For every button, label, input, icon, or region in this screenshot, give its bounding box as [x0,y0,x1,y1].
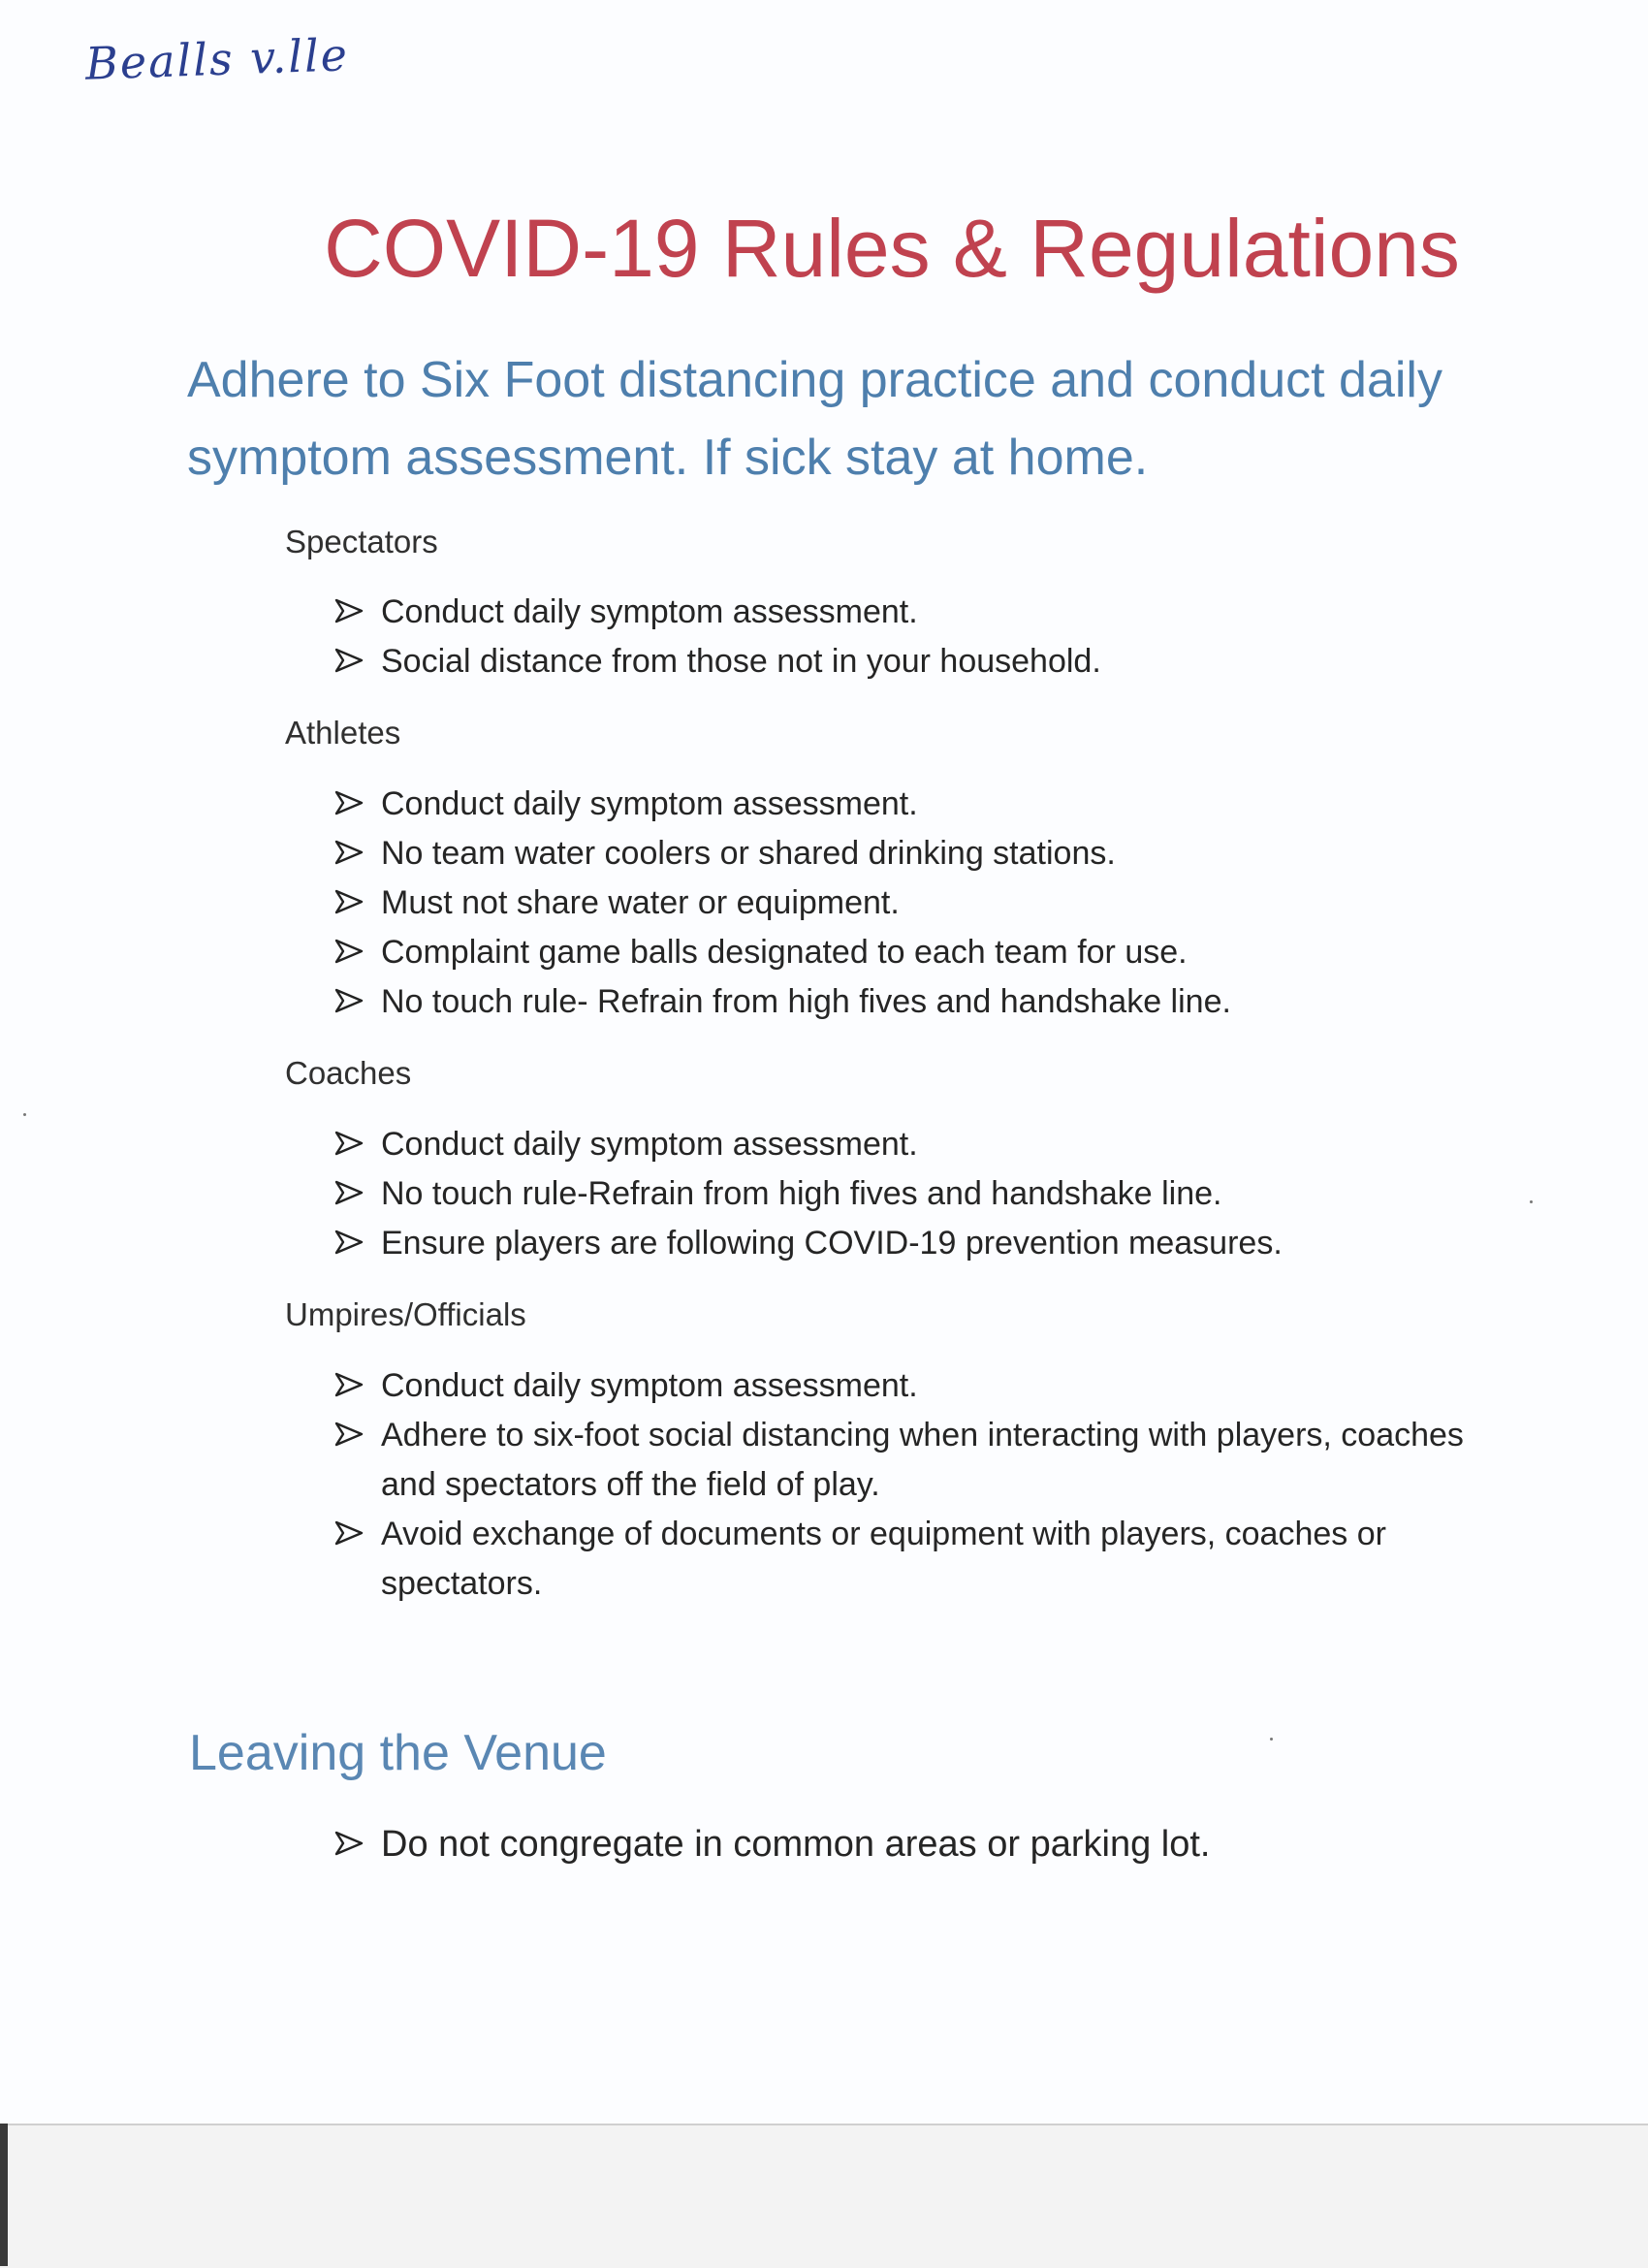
list-item-text: No touch rule-Refrain from high fives and handshake line. [381,1175,1222,1212]
scan-speck [1270,1738,1273,1741]
section-label-coaches: Coaches [285,1055,412,1091]
arrowhead-bullet-icon [334,1420,364,1449]
list-item-text: Adhere to six-foot social distancing when interacting with players, coaches and spectators off the field of play. [381,1417,1464,1503]
arrowhead-bullet-icon [334,1829,364,1858]
list-item-text: Conduct daily symptom assessment. [381,593,918,630]
arrowhead-bullet-icon [334,1228,364,1257]
arrowhead-bullet-icon [334,1518,364,1548]
list-item-text: Must not share water or equipment. [381,884,900,921]
list-item-text: Avoid exchange of documents or equipment with players, coaches or spectators. [381,1516,1386,1602]
list-umpires-officials [334,1361,1478,1609]
list-item [334,1510,1478,1609]
scanner-edge-shadow [0,2124,8,2266]
venue-heading: Leaving the Venue [189,1725,607,1781]
arrowhead-bullet-icon [334,788,364,817]
list-coaches [334,1120,1478,1268]
arrowhead-bullet-icon [334,986,364,1015]
list-item [334,829,1478,878]
section-label-spectators: Spectators [285,524,438,559]
list-spectators [334,588,1478,687]
list-item-text: Conduct daily symptom assessment. [381,1367,918,1404]
list-item-text: Social distance from those not in your household. [381,643,1101,680]
scan-speck [23,1113,26,1116]
section-label-umpires-officials: Umpires/Officials [285,1296,526,1332]
arrowhead-bullet-icon [334,1129,364,1158]
list-item [334,1411,1478,1510]
list-item [334,977,1478,1027]
page-subtitle: Adhere to Six Foot distancing practice and conduct daily symptom assessment. If sick stay at home. [187,352,1442,486]
scan-speck [1530,1200,1533,1203]
list-item-text: Conduct daily symptom assessment. [381,785,918,822]
scanner-background [0,2124,1648,2268]
list-item [334,1361,1478,1411]
list-item-text: No team water coolers or shared drinking stations. [381,835,1116,872]
arrowhead-bullet-icon [334,1370,364,1399]
handwritten-note: Bealls v.lle [84,28,350,90]
list-item [334,780,1478,829]
arrowhead-bullet-icon [334,937,364,966]
list-item [334,1817,1478,1871]
list-item-text: No touch rule- Refrain from high fives and handshake line. [381,983,1231,1020]
list-item [334,637,1478,687]
list-item [334,588,1478,637]
list-item-text: Do not congregate in common areas or parking lot. [381,1824,1211,1865]
list-item [334,1169,1478,1219]
list-item-text: Ensure players are following COVID-19 prevention measures. [381,1225,1283,1262]
arrowhead-bullet-icon [334,838,364,867]
list-item-text: Complaint game balls designated to each team for use. [381,934,1188,971]
arrowhead-bullet-icon [334,646,364,675]
arrowhead-bullet-icon [334,887,364,916]
section-label-athletes: Athletes [285,715,401,751]
list-item [334,1219,1478,1268]
list-item [334,928,1478,977]
arrowhead-bullet-icon [334,1178,364,1207]
arrowhead-bullet-icon [334,596,364,625]
list-item [334,1120,1478,1169]
list-venue [334,1817,1478,1871]
list-item [334,878,1478,928]
list-athletes [334,780,1478,1027]
list-item-text: Conduct daily symptom assessment. [381,1126,918,1163]
page-title: COVID-19 Rules & Regulations [324,203,1460,294]
